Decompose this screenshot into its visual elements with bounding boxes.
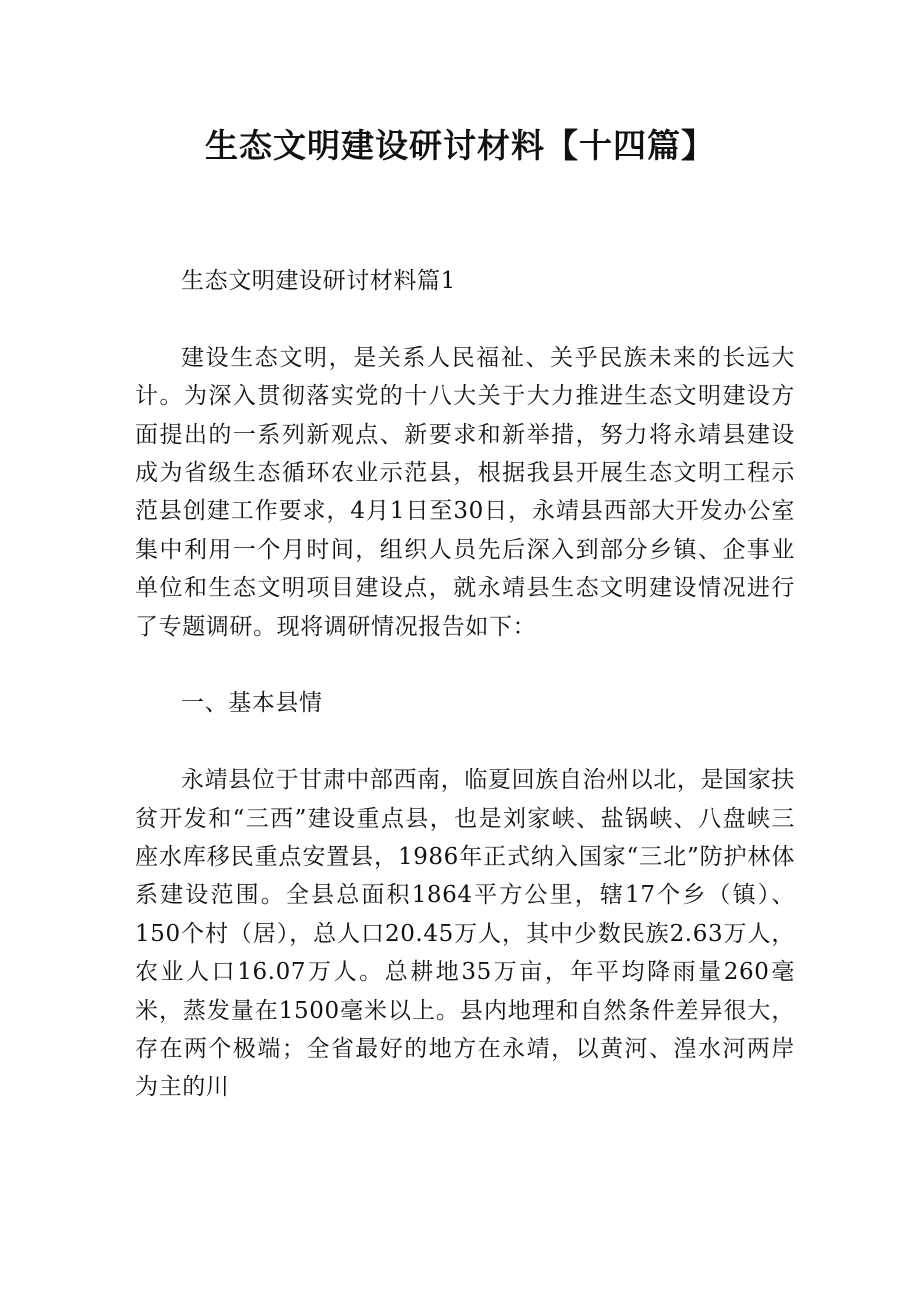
document-title: 生态文明建设研讨材料【十四篇】 — [205, 126, 715, 165]
intro-paragraph: 建设生态文明，是关系人民福祉、关乎民族未来的长远大计。为深入贯彻落实党的十八大关于大力推进生态文明建设方面提出的一系列新观点、新要求和新举措，努力将永靖县建设成为省级生态循环农业示范县，根据我县开展生态文明工程示范县创建工作要求，4月1日至30日，永靖县西部大开发办公室集中利用一个月时间，组织人员先后深入到部分乡镇、企事业单位和生态文明项目建设点，就永靖县生态文明建设情况进行了专题调研。现将调研情况报告如下： — [135, 344, 795, 640]
subtitle: 生态文明建设研讨材料篇1 — [181, 268, 456, 294]
section-heading-basic-info: 一、基本县情 — [181, 690, 323, 717]
document-body — [135, 262, 795, 1107]
section-paragraph-basic-info: 永靖县位于甘肃中部西南，临夏回族自治州以北，是国家扶贫开发和“三西”建设重点县，也是刘家峡、盐锅峡、八盘峡三座水库移民重点安置县，1986年正式纳入国家“三北”防护林体系建设范围。全县总面积1864平方公里，辖17个乡（镇）、150个村（居），总人口20.45万人，其中少数民族2.63万人，农业人口16.07万人。总耕地35万亩，年平均降雨量260毫米，蒸发量在1500毫米以上。县内地理和自然条件差异很大，存在两个极端；全省最好的地方在永靖，以黄河、湟水河两岸为主的川 — [135, 767, 795, 1101]
